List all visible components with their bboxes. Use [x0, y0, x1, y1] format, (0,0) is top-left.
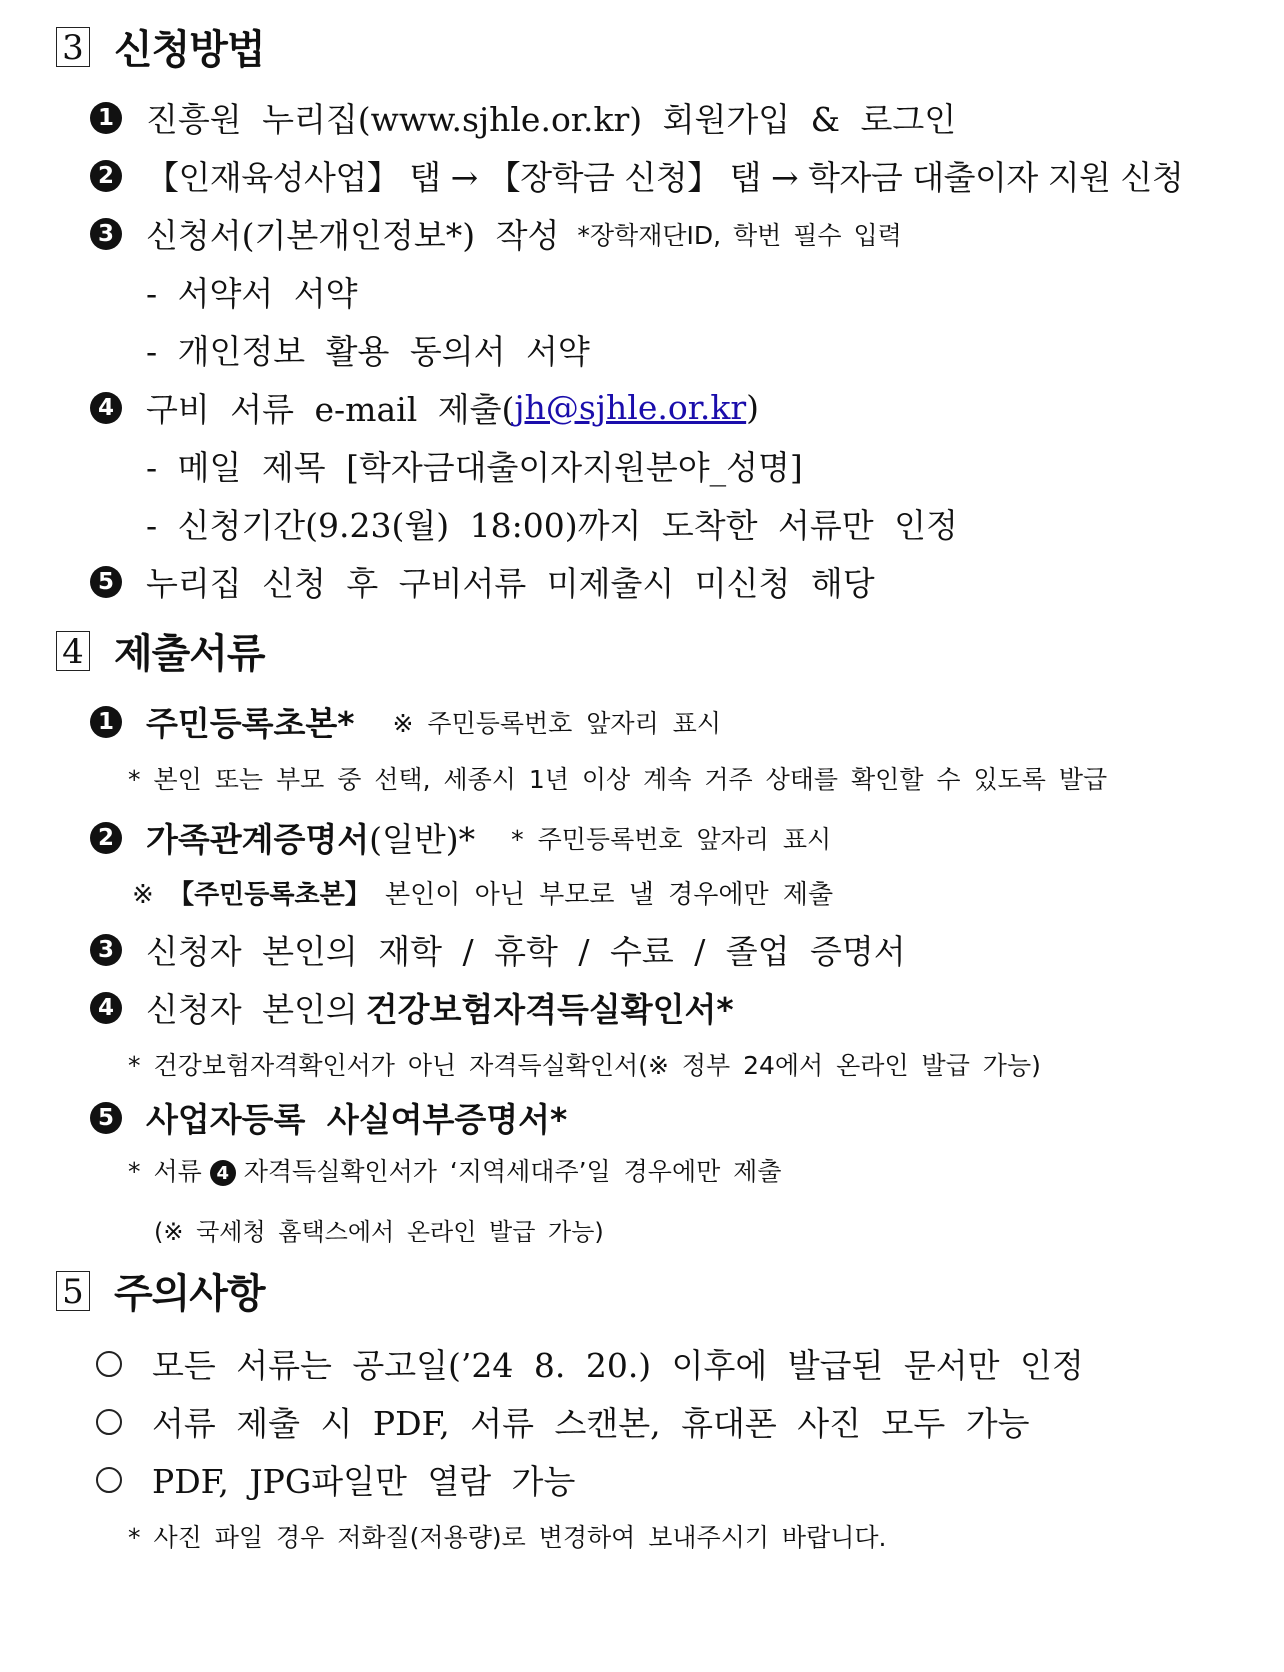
item-paren: (일반)* [369, 820, 476, 859]
list-item [90, 698, 721, 745]
item-note: ※ 주민등록번호 앞자리 표시 [392, 708, 721, 738]
section-3-header [56, 18, 265, 75]
note-bold: 【주민등록초본】 [168, 880, 371, 910]
section-title: 제출서류 [114, 631, 265, 677]
note-line: * 건강보험자격확인서가 아닌 자격득실확인서(※ 정부 24에서 온라인 발급 가능) [128, 1051, 1041, 1080]
note-line [132, 874, 833, 911]
number-badge: 5 [90, 1102, 122, 1134]
number-badge: 5 [90, 566, 122, 598]
list-item [90, 558, 875, 605]
item-text: 【인재육성사업】 탭 → 【장학금 신청】 탭 → 학자금 대출이자 지원 신청 [146, 158, 1184, 197]
note-post: 자격득실확인서가 ‘지역세대주’일 경우에만 제출 [243, 1157, 782, 1186]
item-text: 사업자등록 사실여부증명서* [146, 1100, 568, 1139]
email-link[interactable]: jh@sjhle.or.kr [514, 388, 747, 427]
section-title: 신청방법 [114, 27, 265, 73]
sub-item: - 개인정보 활용 동의서 서약 [146, 332, 590, 371]
item-text: 신청서(기본개인정보*) 작성 [146, 216, 560, 255]
item-text: 서류 제출 시 PDF, 서류 스캔본, 휴대폰 사진 모두 가능 [152, 1404, 1030, 1443]
list-item [90, 1340, 1084, 1387]
list-item [90, 984, 734, 1031]
item-text: 구비 서류 e-mail 제출( [146, 390, 515, 429]
list-item [90, 1398, 1030, 1445]
circle-bullet-icon [96, 1351, 122, 1377]
list-item [90, 210, 902, 257]
sub-item: - 신청기간(9.23(월) 18:00)까지 도착한 서류만 인정 [146, 506, 958, 545]
sub-item: - 메일 제목 [학자금대출이자지원분야_성명] [146, 448, 803, 487]
list-item [90, 1094, 567, 1141]
number-badge: 2 [90, 160, 122, 192]
number-badge: 2 [90, 822, 122, 854]
item-text: 신청자 본인의 재학 / 휴학 / 수료 / 졸업 증명서 [146, 932, 906, 971]
section-4-header [56, 622, 265, 679]
section-title: 주의사항 [114, 1271, 265, 1317]
number-badge: 3 [90, 218, 122, 250]
number-badge: 4 [90, 392, 122, 424]
section-number: 5 [56, 1271, 90, 1311]
number-badge: 1 [90, 102, 122, 134]
note-line [128, 1152, 782, 1188]
note-pre: * 서류 [128, 1157, 202, 1186]
list-item [90, 152, 1183, 199]
item-text: 가족관계증명서 [146, 820, 370, 859]
item-text: 신청자 본인의 [146, 990, 358, 1029]
section-number: 3 [56, 27, 90, 67]
number-badge: 3 [90, 934, 122, 966]
number-badge: 4 [90, 992, 122, 1024]
section-5-header [56, 1262, 265, 1319]
list-item [90, 1456, 575, 1503]
item-text: 진흥원 누리집(www.sjhle.or.kr) 회원가입 & 로그인 [146, 100, 957, 139]
item-text: PDF, JPG파일만 열람 가능 [152, 1462, 576, 1501]
item-note: *장학재단ID, 학번 필수 입력 [577, 220, 902, 250]
circle-bullet-icon [96, 1409, 122, 1435]
section-number: 4 [56, 631, 90, 671]
sub-item: - 서약서 서약 [146, 274, 358, 313]
note-line: * 본인 또는 부모 중 선택, 세종시 1년 이상 계속 거주 상태를 확인할 수 있도록 발급 [128, 765, 1108, 794]
circle-bullet-icon [96, 1467, 122, 1493]
item-note: * 주민등록번호 앞자리 표시 [511, 824, 832, 854]
item-text-bold: 건강보험자격득실확인서* [365, 990, 734, 1029]
item-text-end: ) [746, 388, 760, 427]
item-text: 주민등록초본* [146, 704, 355, 743]
list-item [90, 384, 759, 431]
note-rest: 본인이 아닌 부모로 낼 경우에만 제출 [370, 880, 834, 910]
note-line: * 사진 파일 경우 저화질(저용량)로 변경하여 보내주시기 바랍니다. [128, 1523, 887, 1552]
number-badge: 4 [210, 1160, 236, 1186]
number-badge: 1 [90, 706, 122, 738]
item-text: 누리집 신청 후 구비서류 미제출시 미신청 해당 [146, 564, 875, 603]
item-text: 모든 서류는 공고일(’24 8. 20.) 이후에 발급된 문서만 인정 [152, 1346, 1084, 1385]
note-mark: ※ [132, 880, 169, 910]
list-item [90, 814, 831, 861]
list-item [90, 94, 956, 141]
note-line: (※ 국세청 홈택스에서 온라인 발급 가능) [154, 1218, 604, 1246]
list-item [90, 926, 906, 973]
